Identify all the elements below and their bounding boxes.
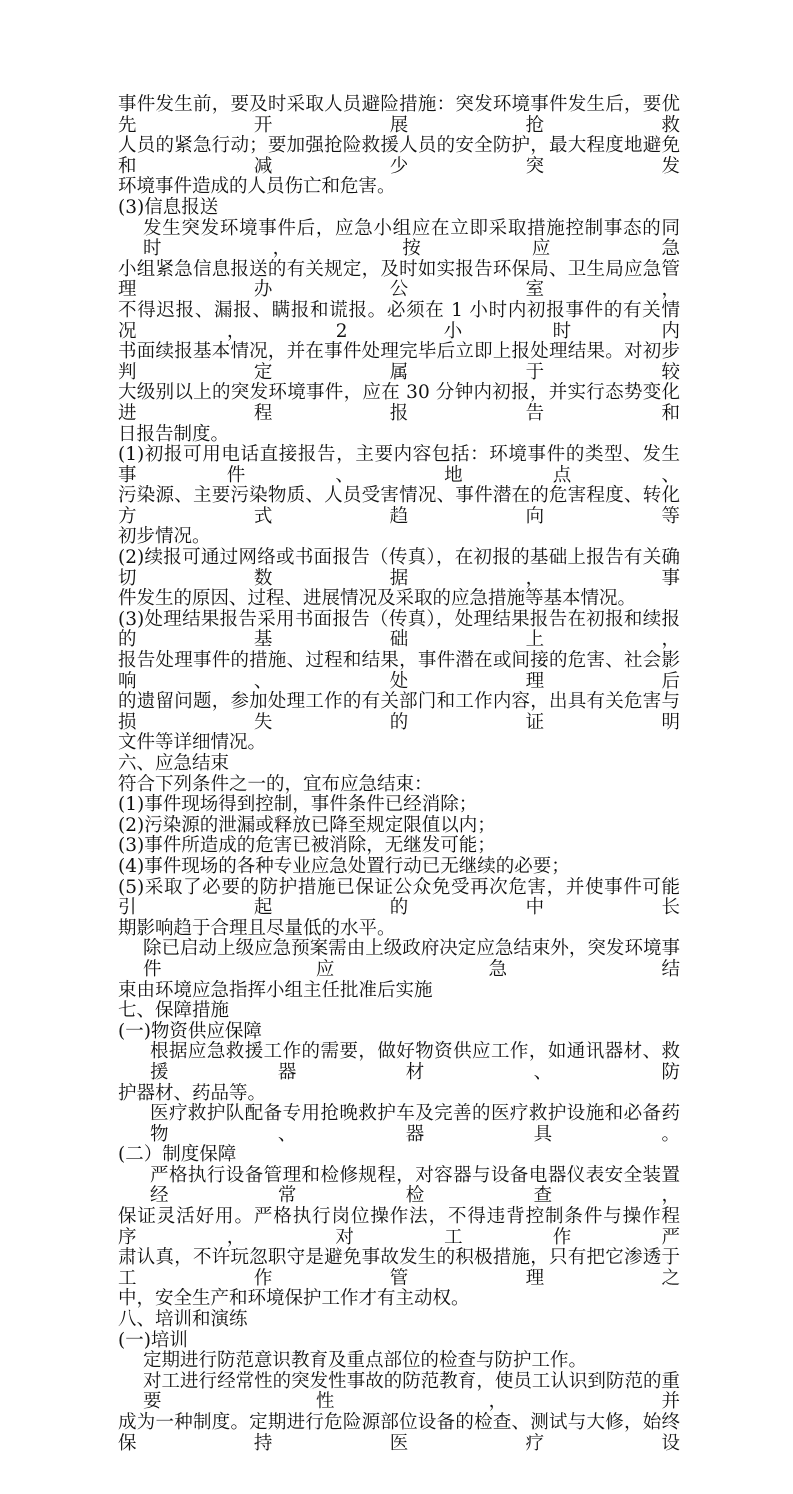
text-line: 污染源、主要污染物质、人员受害情况、事件潜在的危害程度、转化方式趋向等 [118, 485, 680, 527]
text-line: 初步情况。 [118, 526, 211, 548]
text-line: 肃认真，不许玩忽职守是避免事故发生的积极措施，只有把它渗透于工作管理之 [118, 1247, 680, 1289]
section-heading: (二）制度保障 [118, 1144, 237, 1166]
section-heading: (一)培训 [118, 1329, 188, 1351]
text-line: 医疗救护队配备专用抢晚救护车及完善的医疗救护设施和必备药物、器具。 [150, 1103, 680, 1145]
section-heading: 八、培训和演练 [118, 1309, 248, 1331]
text-line: (3)处理结果报告采用书面报告（传真），处理结果报告在初报和续报的基础上， [118, 608, 680, 651]
text-line: (3)事件所造成的危害已被消除，无继发可能； [118, 835, 496, 857]
text-line: 事件发生前，要及时采取人员避险措施：突发环境事件发生后，要优先开展抢救 [118, 94, 680, 136]
text-line: 大级别以上的突发环境事件，应在 30 分钟内初报，并实行态势变化进程报告和 [118, 382, 680, 424]
text-line: (4)事件现场的各种专业应急处置行动已无继续的必要； [118, 855, 570, 877]
text-line: 中，安全生产和环境保护工作才有主动权。 [118, 1288, 470, 1310]
text-line: (1)初报可用电话直接报告，主要内容包括：环境事件的类型、发生事件、地点、 [118, 444, 680, 486]
text-line: 文件等详细情况。 [118, 732, 267, 754]
text-line: 书面续报基本情况，并在事件处理完毕后立即上报处理结果。对初步判定属于较 [118, 341, 680, 383]
text-line: 环境事件造成的人员伤亡和危害。 [118, 176, 396, 198]
text-line: 成为一种制度。定期进行危险源部位设备的检查、测试与大修，始终保持医疗设 [118, 1412, 680, 1454]
text-line: 除已启动上级应急预案需由上级政府决定应急结束外，突发环境事件应急结 [143, 938, 680, 980]
text-line: 的遗留问题，参加处理工作的有关部门和工作内容，出具有关危害与损失的证明 [118, 691, 680, 733]
text-line: 符合下列条件之一的，宜布应急结束： [118, 773, 433, 795]
text-line: 束由环境应急指挥小组主任批准后实施 [118, 979, 433, 1001]
text-line: 件发生的原因、过程、进展情况及采取的应急措施等基本情况。 [118, 588, 637, 610]
text-line: 对工进行经常性的突发性事故的防范教育，使员工认识到防范的重要性，并 [143, 1370, 680, 1413]
text-line: 报告处理事件的措施、过程和结果，事件潜在或间接的危害、社会影响、处理后 [118, 650, 680, 692]
section-heading: 六、应急结束 [118, 753, 230, 774]
text-line: 日报告制度。 [118, 423, 230, 445]
text-line: 保证灵活好用。严格执行岗位操作法，不得违背控制条件与操作程序，对工作严 [118, 1206, 680, 1248]
section-heading: 七、保障措施 [118, 1000, 230, 1022]
document-body [118, 0, 680, 1494]
section-heading: (3)信息报送 [118, 196, 219, 218]
text-line: (5)采取了必要的防护措施已保证公众免受再次危害，并使事件可能引起的中长 [118, 876, 680, 919]
text-line: 人员的紧急行动；要加强抢险救援人员的安全防护，最大程度地避免和减少突发 [118, 135, 680, 177]
text-line: 小组紧急信息报送的有关规定，及时如实报告环保局、卫生局应急管理办公室， [118, 258, 680, 301]
text-line: 根据应急救援工作的需要，做好物资供应工作，如通讯器材、救援器材、防 [150, 1041, 680, 1083]
text-line: 严格执行设备管理和检修规程，对容器与设备电器仪表安全装置经常检查， [150, 1164, 680, 1207]
text-line: 不得迟报、漏报、瞒报和谎报。必须在 1 小时内初报事件的有关情况，2 小时内 [118, 299, 680, 342]
text-line: 定期进行防范意识教育及重点部位的检查与防护工作。 [143, 1350, 588, 1372]
text-line: 发生突发环境事件后，应急小组应在立即采取措施控制事态的同时，按应急 [143, 217, 680, 260]
text-line: 护器材、药品等。 [118, 1082, 267, 1104]
text-line: (1)事件现场得到控制，事件条件已经消除； [118, 794, 478, 816]
section-heading: (一)物资供应保障 [118, 1020, 262, 1042]
text-line: (2)续报可通过网络或书面报告（传真），在初报的基础上报告有关确切数据，事 [118, 547, 680, 589]
text-line: (2)污染源的泄漏或释放已降至规定限值以内； [118, 814, 496, 836]
text-line: 期影响趋于合理且尽量低的水平。 [118, 917, 396, 939]
